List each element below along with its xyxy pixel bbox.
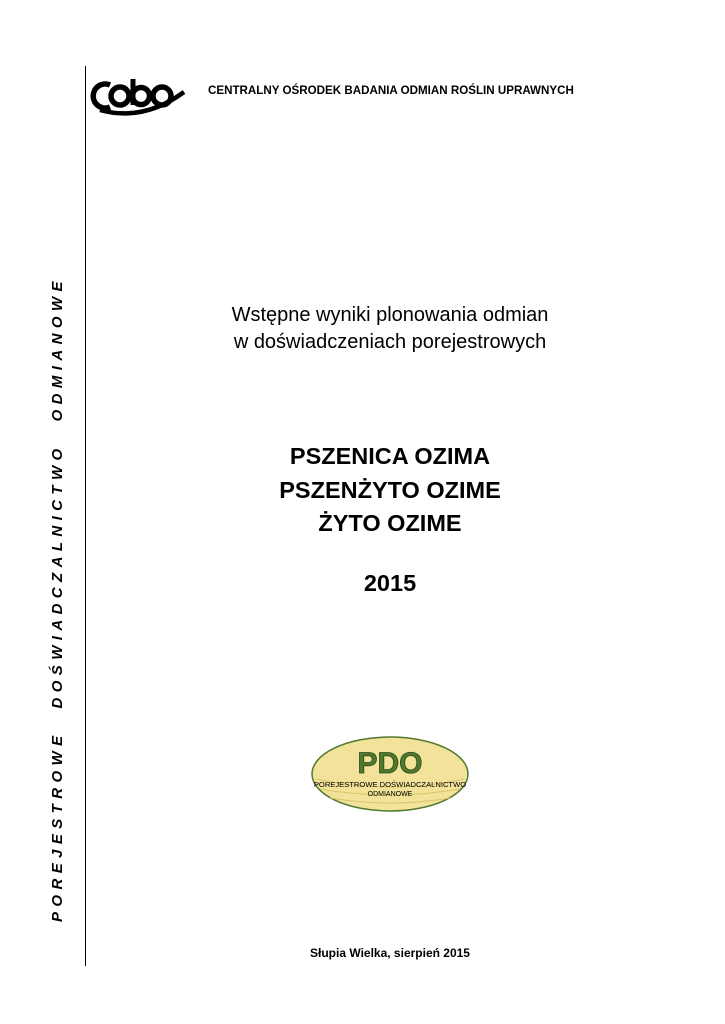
pdo-logo-line-2: ODMIANOWE [367, 791, 413, 798]
document-subtitle [90, 302, 690, 356]
subtitle-line-1: Wstępne wyniki plonowania odmian [231, 304, 549, 326]
side-banner-word-3: ODMIANOWE [49, 276, 66, 422]
place-and-date: Słupia Wielka, sierpień 2015 [310, 946, 470, 960]
organization-name: CENTRALNY OŚRODEK BADANIA ODMIAN ROŚLIN UPRAWNYCH [208, 84, 574, 97]
crop-title: PSZENICA OZIMA [289, 443, 491, 469]
coboru-logo [88, 74, 188, 118]
side-divider-line [85, 66, 86, 966]
side-banner [48, 276, 68, 922]
pdo-logo [310, 735, 470, 813]
report-year: 2015 [363, 570, 417, 596]
pdo-logo-line-1: POREJESTROWE DOŚWIADCZALNICTWO [313, 780, 467, 789]
subtitle-line-2: w doświadczeniach porejestrowych [233, 331, 547, 353]
side-banner-word-2: DOŚWIADCZALNICTWO [49, 443, 66, 709]
crop-title: PSZENŻYTO OZIME [279, 477, 501, 503]
pdo-logo-letters: PDO [357, 747, 423, 780]
side-banner-word-1: POREJESTROWE [49, 730, 66, 922]
crop-title: ŻYTO OZIME [318, 510, 462, 536]
